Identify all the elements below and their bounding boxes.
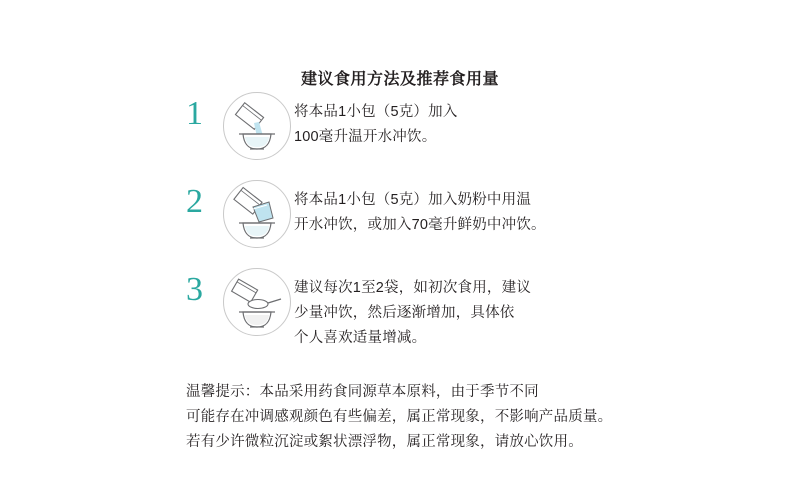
warm-tip-note: 温馨提示：本品采用药食同源草本原料，由于季节不同 可能存在冲调感观颜色有些偏差，属正常现象，不影响产品质量。 若有少许微粒沉淀或絮状漂浮物，属正常现象，请放心饮用。	[186, 384, 613, 450]
list-item	[186, 92, 616, 166]
steps-list	[186, 92, 616, 365]
pouring-sachet-into-bowl-icon	[220, 92, 294, 166]
list-item	[186, 268, 616, 351]
step-number: 3	[186, 271, 203, 308]
list-item	[186, 180, 616, 254]
step-text: 将本品1小包（5克）加入奶粉中用温 开水冲饮，或加入70毫升鲜奶中冲饮。	[294, 192, 546, 233]
step-text: 建议每次1至2袋，如初次食用，建议 少量冲饮，然后逐渐增加，具体依 个人喜欢适量增减。	[294, 280, 532, 346]
spoon-over-bowl-icon	[220, 268, 294, 342]
step-number: 2	[186, 183, 203, 220]
step-text: 将本品1小包（5克）加入 100毫升温开水冲饮。	[294, 104, 458, 145]
step-number: 1	[186, 95, 203, 132]
page-title: 建议食用方法及推荐食用量	[300, 71, 499, 88]
pouring-sachet-into-milk-bowl-icon	[220, 180, 294, 254]
